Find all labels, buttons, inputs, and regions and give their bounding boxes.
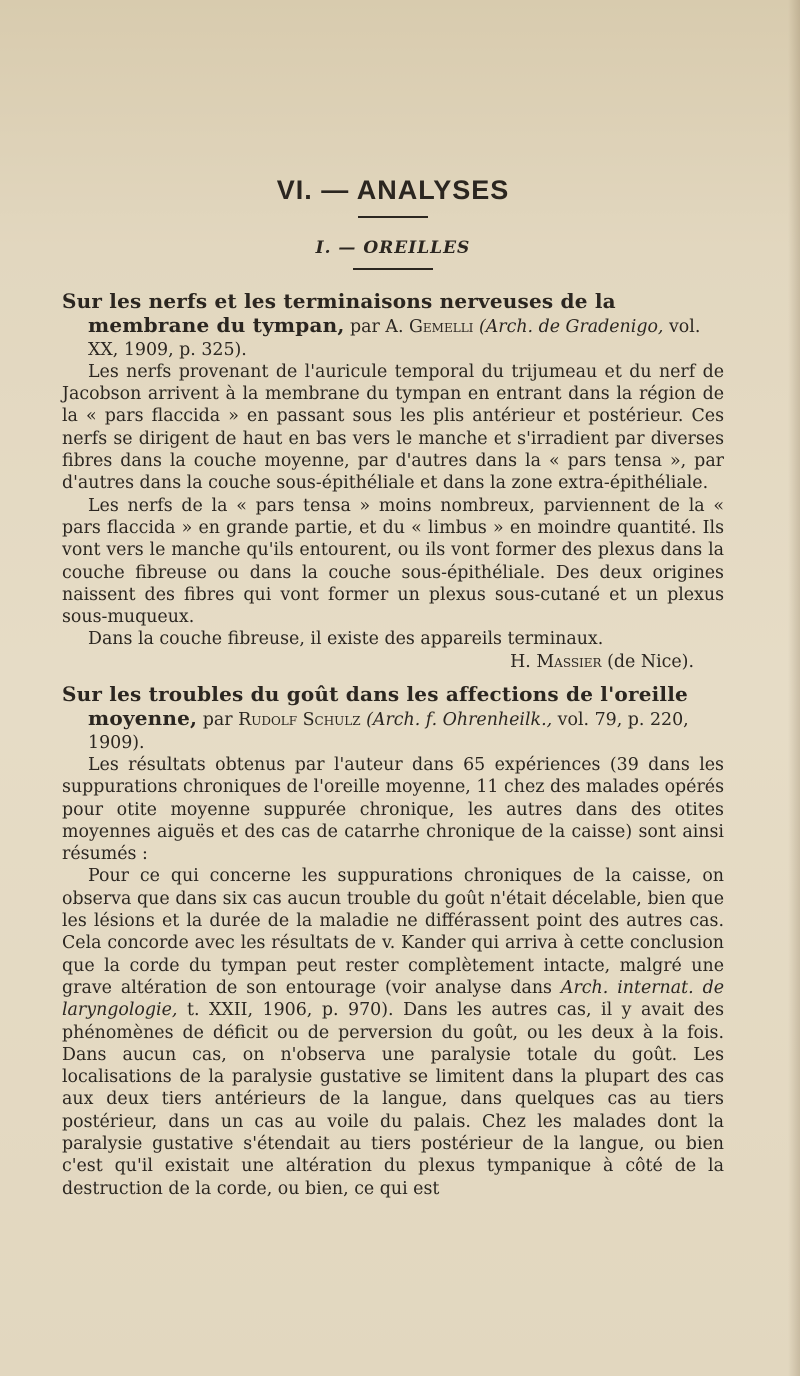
article-1-by: par bbox=[350, 317, 380, 338]
article-2 bbox=[62, 683, 724, 1200]
article-2-citation: vol. 79, p. 220, 1909). bbox=[88, 710, 689, 753]
article-2-by: par bbox=[202, 710, 233, 731]
article-1-signature bbox=[62, 651, 694, 673]
article-2-paragraph: Les résultats obtenus par l'auteur dans 65 expériences (39 dans les suppurations chroniques de l'oreille moyenne, 11 chez des malades opérés pour otite moyenne suppurée chronique, les autres dans des otites moyennes aiguës et des cas de catarrhe chronique de la caisse) sont ainsi résumés : bbox=[62, 754, 724, 865]
article-2-paragraph-2 bbox=[62, 865, 724, 1199]
article-1-author: Gemelli bbox=[409, 317, 474, 338]
article-1-header bbox=[62, 290, 724, 361]
subtitle-divider bbox=[353, 268, 433, 270]
page-content bbox=[62, 170, 724, 1210]
article-2-author: Rudolf Schulz bbox=[238, 710, 361, 731]
article-2-title: Sur les troubles du goût dans les affections de l'oreille moyenne, bbox=[62, 682, 688, 731]
article-2-header bbox=[62, 683, 724, 754]
article-1-title: Sur les nerfs et les terminaisons nerveuses de la membrane du tympan, bbox=[62, 289, 616, 338]
article-2-journal: (Arch. f. Ohrenheilk., bbox=[366, 710, 553, 731]
title-divider bbox=[358, 216, 428, 218]
signature-initial: H. bbox=[510, 651, 531, 672]
page-edge-shadow bbox=[788, 0, 800, 1376]
signature-place: (de Nice). bbox=[607, 651, 694, 672]
signature-name: Massier bbox=[536, 651, 602, 672]
article-1-paragraph: Dans la couche fibreuse, il existe des appareils terminaux. bbox=[88, 629, 604, 650]
article-1-journal: (Arch. de Gradenigo, bbox=[478, 317, 664, 338]
paragraph-text: t. XXII, 1906, p. 970). Dans les autres cas, il y avait des phénomènes de déficit ou de perversion du goût, ou les deux à la fois. Dans aucun cas, on n'observa une paralysie totale du goût. Les localisations de la paralysie gustative se limitent dans la plupart des cas aux deux tiers antérieurs de la langue, dans quelques cas au tiers postérieur, dans un cas au voile du palais. Chez les malades dont la paralysie gustative s'étendait au tiers postérieur de la langue, ou bien c'est qu'il existait une altération du plexus tympanique à côté de la destruction de la corde, ou bien, ce qui est bbox=[62, 1000, 724, 1199]
article-1 bbox=[62, 290, 724, 673]
section-subtitle: I. — OREILLES bbox=[315, 238, 471, 258]
article-1-paragraph: Les nerfs de la « pars tensa » moins nombreux, parviennent de la « pars flaccida » en grande partie, et du « limbus » en moindre quantité. Ils vont vers le manche qu'ils entourent, ou ils vont former des plexus dans la couche fibreuse ou dans la couche sous-épithéliale. Des deux origines naissent des fibres qui vont former un plexus sous-cutané et un plexus sous-muqueux. bbox=[62, 495, 724, 628]
article-1-citation: vol. XX, 1909, p. 325). bbox=[88, 317, 701, 360]
paragraph-journal-ref: Arch. internat. de laryngologie, bbox=[62, 977, 724, 1021]
article-1-paragraph: Les nerfs provenant de l'auricule temporal du trijumeau et du nerf de Jacobson arrivent à la membrane du tympan en entrant dans la région de la « pars flaccida » en passant sous les plis antérieur et postérieur. Ces nerfs se dirigent de haut en bas vers le manche et s'irradient par diverses fibres dans la couche moyenne, par d'autres dans la « pars tensa », par d'autres dans la couche sous-épithéliale et dans la zone extra-épithéliale. bbox=[62, 361, 724, 494]
section-title: VI. — ANALYSES bbox=[276, 175, 510, 205]
paragraph-text: Pour ce qui concerne les suppurations chroniques de la caisse, on observa que dans six cas aucun trouble du goût n'était décelable, bien que les lésions et la durée de la maladie ne différassent point des autres cas. Cela concorde avec les résultats de v. Kander qui arriva à cette conclusion que la corde du tympan peut rester complètement intacte, malgré une grave altération de son entourage (voir analyse dans bbox=[62, 866, 724, 998]
article-1-author-initial: A. bbox=[385, 317, 404, 338]
